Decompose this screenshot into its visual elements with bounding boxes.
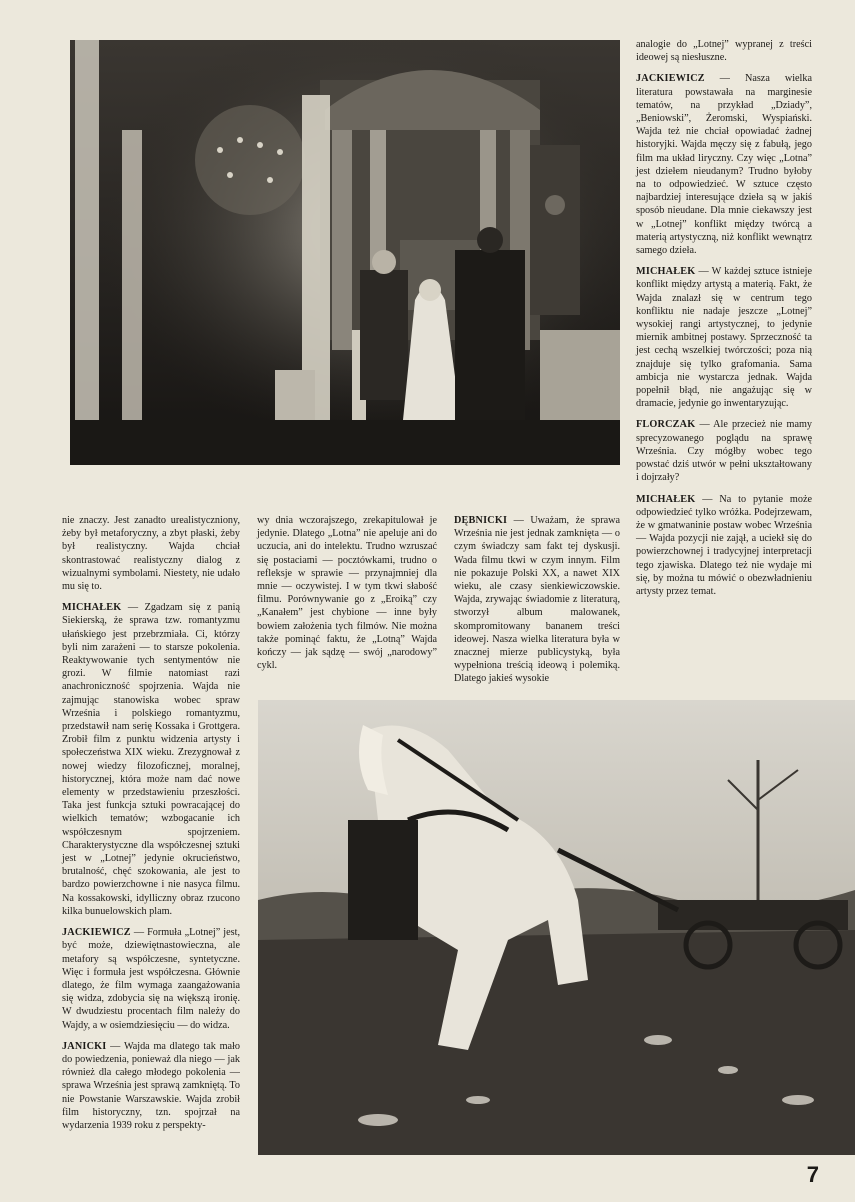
paragraph-text: — Ale przecież nie mamy sprecyzowanego poglądu na sprawę Września. Czy mógłby wobec tego powstać dziś utwór w pełni ukształtowany i dojrzały? bbox=[636, 419, 812, 484]
paragraph-text: — W każdej sztuce istnieje konflikt między artystą a materią. Fakt, że Wajda znalazł się w centrum tego konfliktu nie nadaje jeszcze „Lotnej” wysokiej rangi artystycznej, to jedynie miernik ambitnej postawy. Sprzeczność ta jest cechą wszelkiej twórczości; poza nią znajduje się tylko grafomania. Sama ambicja nie wystarcza jednak. Wajda popełnił błąd, nie angażując się w dramacie, jedynie go inwentaryzując. bbox=[636, 266, 812, 410]
paragraph bbox=[636, 493, 812, 599]
horse-cart-battlefield-photo bbox=[258, 700, 855, 1155]
horse-photo-graphic bbox=[258, 700, 855, 1155]
church-photo-graphic bbox=[70, 40, 620, 465]
speaker-name: MICHAŁEK bbox=[636, 493, 696, 505]
paragraph-text: — Uważam, że sprawa Września nie jest jednak zamknięta — o czym świadczy sam fakt tej dyskusji. Wada filmu tkwi w czym innym. Film nie pokazuje Polski XX, a nawet XIX wieku, ale czasy sienkiewiczowskie. Wajda, zrywając świadomie z literaturą, stworzył album malowanek, skompromitowany bananem treści ideowej. Nasza wielka literatura była w znacznej mierze publicystyką, była wypełniona treścią ideową i polemiką. Dlatego jakieś wysokie bbox=[454, 515, 620, 685]
paragraph bbox=[636, 418, 812, 484]
wedding-scene-church-photo bbox=[70, 40, 620, 465]
paragraph bbox=[257, 514, 437, 672]
paragraph-text: — Na to pytanie może odpowiedzieć tylko wróżka. Podejrzewam, że w gmatwaninie postaw wobec Września — Wajda pozycji nie zajął, a uciekł się do powierzchownej i tradycyjnej interpretacji tego zjawiska. Dlatego też nie wydaje mi się, by można tu mówić o obezwładnieniu artysty przez temat. bbox=[636, 493, 812, 597]
paragraph bbox=[62, 1040, 240, 1132]
paragraph bbox=[62, 926, 240, 1032]
paragraph bbox=[636, 38, 812, 64]
paragraph bbox=[454, 514, 620, 686]
article-column-top-right bbox=[636, 38, 812, 606]
paragraph bbox=[62, 514, 240, 593]
paragraph-text: — Wajda ma dlatego tak mało do powiedzenia, ponieważ dla niego — jak również dla całego młodego pokolenia — sprawa Września jest sprawą zamkniętą. To nie Powstanie Warszawskie. Wajda zrobił film historyczny, tzn. spojrzał na wydarzenia 1939 roku z perspekty- bbox=[62, 1040, 240, 1131]
article-column-middle bbox=[257, 514, 437, 680]
speaker-name: MICHAŁEK bbox=[636, 266, 696, 278]
speaker-name: DĘBNICKI bbox=[454, 515, 508, 526]
paragraph-text: — Zgadzam się z panią Siekierską, że sprawa tzw. romantyzmu ułańskiego jest przebrzmiała. Ci, którzy byli nim zarażeni — to starsze pokolenia. Reaktywowanie tych sentymentów nie grozi. W filmie natomiast razi anachroniczność spojrzenia. Wajda nie zajmując stanowiska wobec spraw Września i polskiego romantyzmu, przedstawił nam serię Kossaka i Grottgera. Zrobił film z punktu widzenia artysty i społeczeństwa XIX wieku. Zrezygnował z nowej wiedzy filozoficznej, moralnej, historycznej, która może nam dać nowe elementy w przedstawieniu przeszłości. Taka jest funkcja sztuki powracającej do wielkich tematów; wzbogacanie ich współczesnym spojrzeniem. Charakterystyczne dla współczesnej sztuki jest w „Lotnej” jedynie okrucieństwo, brutalność, chęć szokowania, ale jest to bardzo powierzchowne i nie nasyca filmu. Na kossakowski, idylliczny obraz rzucono kilka bunuelowskich plam. bbox=[62, 602, 240, 917]
paragraph-text: — Formuła „Lotnej” jest, być może, dziewiętnastowieczna, ale metafory są współczesne, syntetyczne. Więc i formuła jest współczesna. Głównie dlatego, że film wymaga zaangażowania się widza, zdobycia się na większą ironię. W dwudziestu procentach film należy do Wajdy, a w osiemdziesięciu — do widza. bbox=[62, 927, 240, 1031]
speaker-name: JANICKI bbox=[62, 1040, 107, 1052]
paragraph bbox=[62, 601, 240, 918]
speaker-name: FLORCZAK bbox=[636, 419, 696, 431]
article-column-right bbox=[454, 514, 620, 694]
paragraph-text: wy dnia wczorajszego, zrekapitulował je jedynie. Dlatego „Lotna” nie apeluje ani do uczucia, ani do intelektu. Trudno wzruszać się postaciami — pocztówkami, trudno o refleksje w sprawie — przynajmniej dla mnie — oczywistej. I w tym tkwi słabość filmu. Porównywanie go z „Eroiką” czy „Kanałem” jest chybione — inne były bowiem założenia tych filmów. Nie można także pominąć faktu, że „Lotną” Wajda kończy — jak sądzę — swój „narodowy” cykl. bbox=[257, 515, 437, 672]
article-column-left bbox=[62, 514, 240, 1140]
speaker-name: JACKIEWICZ bbox=[636, 73, 705, 85]
paragraph bbox=[636, 265, 812, 410]
paragraph-text: analogie do „Lotnej” wypranej z treści ideowej są niesłuszne. bbox=[636, 39, 812, 64]
paragraph-text: — Nasza wielka literatura powstawała na marginesie tematów, na przykład „Dziady”, „Beniowski”, Żeromski, Wyspiański. Wajda też nie chciał opowiadać żadnej historyjki. Wajda męczy się z fabułą, jego film ma układ liryczny. Czy więc „Lotna” jest dziełem nieudanym? Trudno byłoby na to odpowiedzieć. W sztuce często najbardziej interesujące dzieła są w jakiś sposób nieudane. Dla mnie ciekawszy jest w „Lotnej” konflikt między twórcą a materią artystyczną, niż konflikt wewnątrz samego dzieła. bbox=[636, 73, 812, 257]
paragraph bbox=[636, 72, 812, 257]
speaker-name: MICHAŁEK bbox=[62, 602, 122, 614]
paragraph-text: nie znaczy. Jest zanadto urealistyczniony, żeby był metaforyczny, a zbyt płaski, żeby był realistyczny. Wajda chciał skontrastować realistyczny dialog z wizualnymi symbolami. Niestety, nie udało mu się to. bbox=[62, 515, 240, 593]
page-number: 7 bbox=[806, 1162, 819, 1187]
speaker-name: JACKIEWICZ bbox=[62, 927, 131, 939]
